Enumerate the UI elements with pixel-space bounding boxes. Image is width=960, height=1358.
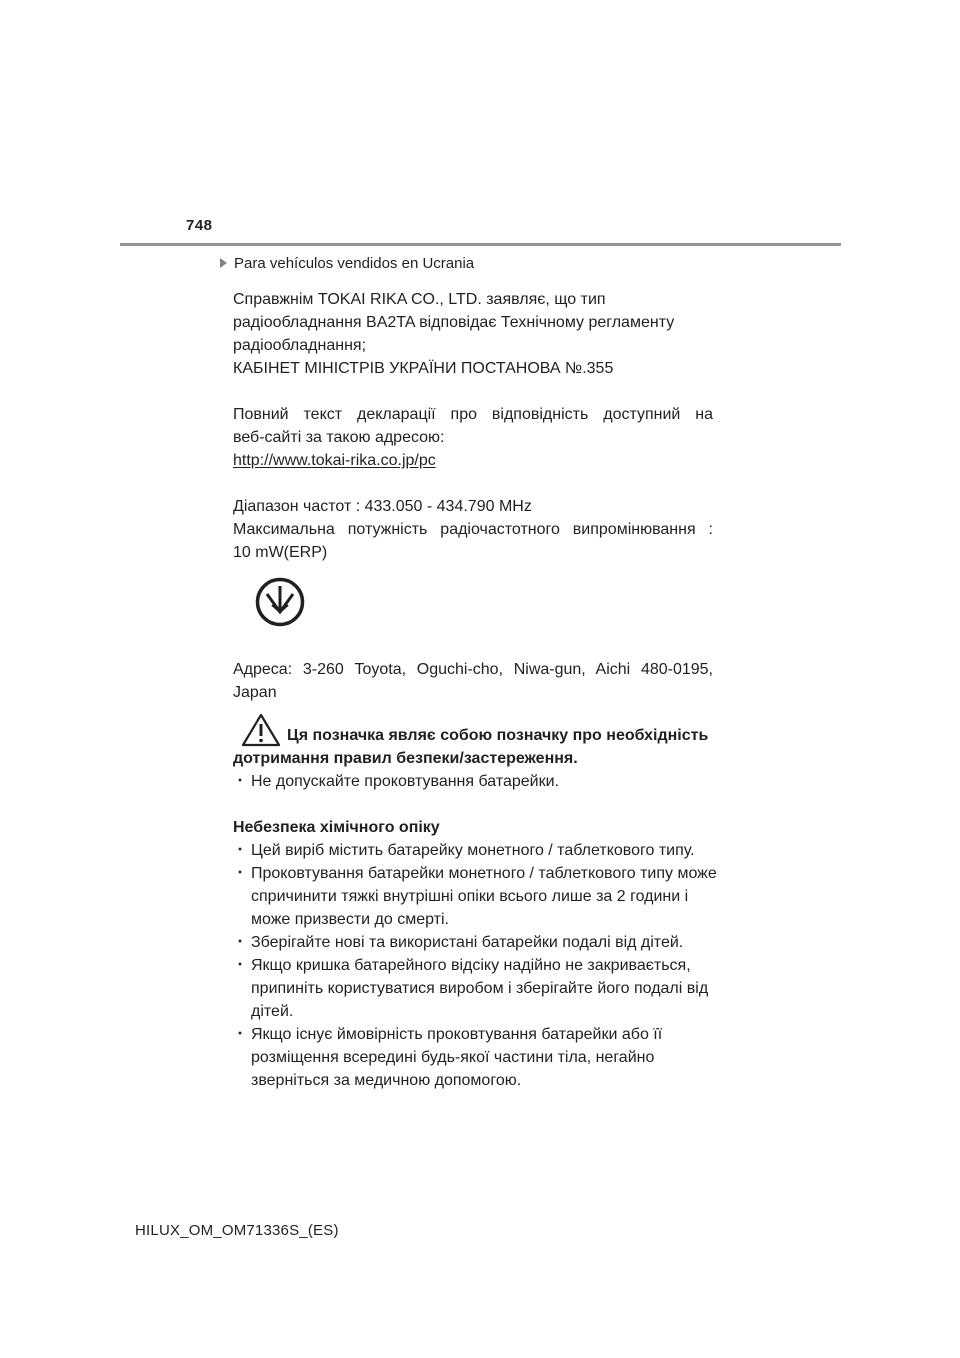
declaration-line: радіообладнання BA2TA відповідає Технічному регламенту <box>233 314 675 331</box>
fulltext-paragraph <box>233 403 713 472</box>
fulltext-line: веб-сайті за такою адресою: <box>233 429 445 446</box>
hazard-item-continued: зверніться за медичною допомогою. <box>251 1072 522 1089</box>
hazard-title: Небезпека хімічного опіку <box>233 819 440 836</box>
warning-paragraph <box>233 724 713 793</box>
declaration-url-link[interactable]: http://www.tokai-rika.co.jp/pc <box>233 452 436 469</box>
hazard-item-continued: припиніть користуватися виробом і зберігайте його подалі від <box>251 980 709 997</box>
page-number: 748 <box>186 217 213 234</box>
section-heading <box>220 255 474 273</box>
hazard-item: ･ Цей виріб містить батарейку монетного / таблеткового типу. <box>236 842 695 859</box>
conformity-mark <box>233 564 713 658</box>
declaration-line: радіообладнання; <box>233 337 367 354</box>
declaration-paragraph <box>233 288 713 380</box>
hazard-item: ･ Якщо кришка батарейного відсіку надійно не закривається, <box>236 957 691 974</box>
frequency-range: Діапазон частот : 433.050 - 434.790 MHz <box>233 498 532 515</box>
max-power-label: Максимальна потужність радіочастотного випромінювання : <box>233 521 713 538</box>
specs-paragraph <box>233 495 713 564</box>
hazard-item-continued: розміщення всередині будь-якої частини тіла, негайно <box>251 1049 655 1066</box>
hazard-item: ･ Якщо існує ймовірність проковтування батарейки або її <box>236 1026 663 1043</box>
document-code-footer: HILUX_OM_OM71336S_(ES) <box>135 1222 339 1239</box>
address-paragraph <box>233 658 713 704</box>
warning-item: ･ Не допускайте проковтування батарейки. <box>236 773 559 790</box>
warning-text: Ця позначка являє собою позначку про необхідність <box>287 727 709 744</box>
fulltext-line: Повний текст декларації про відповідність доступний на <box>233 406 713 423</box>
hazard-section <box>233 816 717 1092</box>
content-body <box>233 288 717 1092</box>
address-line: Адреса: 3-260 Toyota, Oguchi-cho, Niwa-gun, Aichi 480-0195, <box>233 661 713 678</box>
header-divider <box>120 243 841 246</box>
section-title: Para vehículos vendidos en Ucrania <box>234 255 475 272</box>
hazard-item: ･ Зберігайте нові та використані батарейки подалі від дітей. <box>236 934 684 951</box>
warning-text: дотримання правил безпеки/застереження. <box>233 750 578 767</box>
hazard-item-continued: спричинити тяжкі внутрішні опіки всього лише за 2 години і <box>251 888 689 905</box>
declaration-line: КАБІНЕТ МІНІСТРІВ УКРАЇНИ ПОСТАНОВА №.355 <box>233 360 614 377</box>
address-line: Japan <box>233 684 277 701</box>
ukraine-conformity-mark-icon <box>255 577 305 627</box>
hazard-item-continued: може призвести до смерті. <box>251 911 449 928</box>
declaration-line: Справжнім TOKAI RIKA CO., LTD. заявляє, що тип <box>233 291 606 308</box>
warning-triangle-icon <box>241 713 281 747</box>
hazard-item: ･ Проковтування батарейки монетного / таблеткового типу може <box>236 865 717 882</box>
max-power-value: 10 mW(ERP) <box>233 544 328 561</box>
hazard-item-continued: дітей. <box>251 1003 294 1020</box>
triangle-bullet-icon <box>220 258 227 268</box>
